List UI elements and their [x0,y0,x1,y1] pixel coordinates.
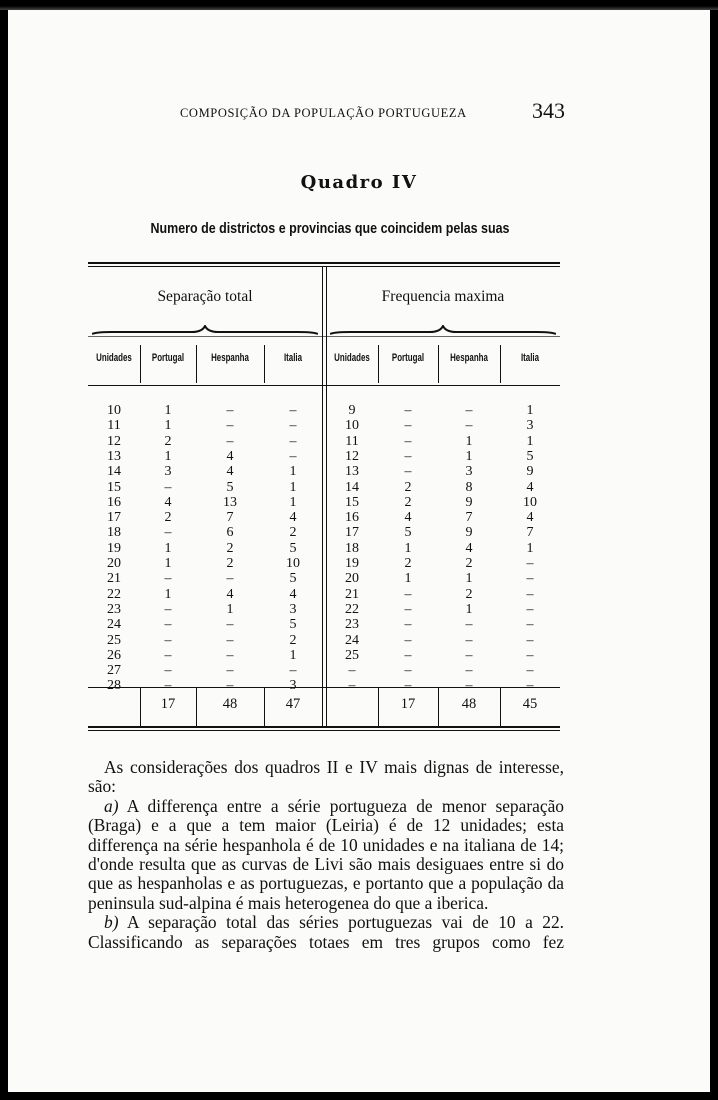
table-cell: 1 [164,403,172,418]
table-cell: – [465,403,473,418]
table-cell: 16 [107,494,121,510]
table-cell: 7 [526,525,534,541]
table-cell: – [348,663,356,679]
table-cell: 4 [526,510,534,526]
brace-separacao [92,325,318,335]
table-cell: – [164,525,172,541]
table-cell: – [164,601,172,617]
table-cell: – [404,448,412,464]
total-cell: 45 [522,696,538,712]
table-cell: 23 [107,601,121,617]
table-cell: 12 [345,448,359,464]
table-cell: 2 [404,494,412,510]
table-cell: 2 [465,556,473,571]
column-divider [264,345,265,383]
paragraph-text: A separação total das séries portuguezas vai de 10 a 22. Classificando as separações totaes em tres grupos como fez [88,912,564,952]
table-cell: 3 [164,464,172,480]
table-cell: 1 [226,601,234,617]
table-cell: 5 [289,617,297,633]
table-cell: 10 [523,494,537,510]
table-cell: 7 [465,510,473,526]
table-cell: 13 [223,494,237,510]
table-top-rule-thin [88,266,560,267]
table-top-rule [88,262,560,264]
table-cell: 23 [345,617,359,633]
running-head: COMPOSIÇÃO DA POPULAÇÃO PORTUGUEZA [180,106,467,120]
table-cell: 21 [345,586,359,602]
table-cell: – [526,632,534,648]
table-cell: 5 [289,540,297,556]
table-cell: 17 [345,525,359,541]
table-cell: – [526,663,534,679]
table-cell: – [404,418,412,434]
total-cell: 47 [285,696,301,712]
table-cell: – [226,418,234,434]
table-cell: – [226,632,234,648]
table-cell: 9 [465,525,473,541]
column-header: Portugal [151,352,185,364]
table-cell: 1 [526,433,534,449]
table-cell: 1 [465,571,473,587]
table-cell: – [404,586,412,602]
table-cell: – [465,418,473,434]
table-cell: 10 [286,556,300,571]
table-cell: – [226,617,234,633]
table-cell: 20 [345,571,359,587]
table-cell: 4 [404,510,412,526]
table-cell: 15 [107,479,121,495]
column-header: Unidades [96,352,132,364]
table-subtitle: Numero de districtos e provincias que coincidem pelas suas [150,221,510,237]
table-cell: 3 [526,418,534,434]
column-header: Hespanha [211,352,249,364]
table-cell: 24 [345,632,359,648]
table-cell: 13 [345,464,359,480]
column-header: Portugal [391,352,425,364]
table-cell: 27 [107,663,121,679]
item-marker: a) [104,795,119,816]
table-cell: 3 [289,678,297,694]
column-header-rule [88,385,560,386]
table-cell: 2 [226,540,234,556]
scan-border-left [0,0,8,1100]
table-cell: 10 [345,418,359,434]
paragraph: As considerações dos quadros II e IV mais dignas de interesse, são: [88,757,564,797]
paragraph-text: A differença entre a série portugueza de menor separação (Braga) e a que a tem maior (Leiria) é de 12 unidades; esta differença na série hespanhola é de 10 unidades e na italiana de 14; d'onde resulta que as curvas de Livi são mais desiguaes entre si do que as hespanholas e as portuguezas, e portanto que a população da peninsula sud-alpina é mais heterogenea do que a iberica. [88,795,564,913]
table-cell: 9 [348,403,356,418]
table-cell: 12 [107,433,121,449]
table-bottom-rule-thin [88,730,560,731]
table-cell: – [226,571,234,587]
column-header: Italia [520,352,540,364]
total-cell: 17 [400,696,416,712]
column-divider [500,345,501,383]
column-divider [378,345,379,383]
table-cell: – [164,617,172,633]
table-cell: 1 [526,403,534,418]
table-cell: 22 [345,601,359,617]
column-divider [196,345,197,383]
table-cell: 28 [107,678,121,694]
table-cell: 2 [465,586,473,602]
column-header: Italia [283,352,303,364]
table-cell: 9 [465,494,473,510]
group-header-separacao: Separação total [157,288,253,305]
table-cell: 1 [164,556,172,571]
table-cell: 8 [465,479,473,495]
table-cell: 1 [289,494,297,510]
group-divider-left [322,266,323,728]
table-cell: 14 [345,479,359,495]
paragraph [88,913,564,952]
table-cell: 19 [107,540,121,556]
table-cell: – [289,418,297,434]
table-cell: 26 [107,647,121,663]
table-cell: 25 [107,632,121,648]
table-cell: 7 [226,510,234,526]
table-cell: 1 [289,647,297,663]
table-cell: 1 [404,540,412,556]
total-cell: 17 [160,696,176,712]
table-cell: 17 [107,510,121,526]
column-divider [438,345,439,383]
page-number: 343 [532,98,565,123]
brace-frequencia [330,325,556,335]
table-cell: 4 [526,479,534,495]
table-cell: – [465,663,473,679]
table-cell: 2 [404,479,412,495]
table-cell: – [164,479,172,495]
table-cell: 1 [465,601,473,617]
table-cell: – [164,632,172,648]
table-cell: – [404,464,412,480]
scan-border-bottom [0,1092,718,1100]
table-cell: – [226,403,234,418]
table-cell: 13 [107,448,121,464]
paragraph [88,797,564,913]
table-cell: – [226,647,234,663]
table-cell: – [404,632,412,648]
table-cell: 1 [289,464,297,480]
table-cell: – [404,647,412,663]
table-cell: 20 [107,556,121,571]
table-cell: – [526,571,534,587]
table-cell: 2 [404,556,412,571]
table-cell: 5 [404,525,412,541]
table-cell: – [526,647,534,663]
table-cell: – [226,663,234,679]
group-header-rule [88,336,560,337]
table-cell: – [465,632,473,648]
table-cell: 3 [289,601,297,617]
table-cell: 4 [226,464,234,480]
table-bottom-rule [88,726,560,728]
table-cell: – [404,663,412,679]
table-cell: 1 [404,571,412,587]
table-cell: 1 [164,448,172,464]
table-cell: – [404,433,412,449]
total-cell: 48 [222,696,238,712]
group-header-frequencia: Frequencia maxima [381,288,505,305]
table-cell: – [289,448,297,464]
table-cell: 1 [164,540,172,556]
table-cell: 1 [465,433,473,449]
body-text [88,758,564,952]
table-cell: – [289,663,297,679]
table-cell: – [404,678,412,694]
table-cell: 5 [526,448,534,464]
table-cell: 1 [164,586,172,602]
column-divider [140,345,141,383]
table-cell: – [526,556,534,571]
table-cell: 10 [107,403,121,418]
table-cell: 14 [107,464,121,480]
table-cell: – [526,678,534,694]
table-cell: 4 [226,448,234,464]
table-cell: 11 [107,418,121,434]
table-cell: – [404,403,412,418]
table-cell: 1 [289,479,297,495]
table-cell: – [526,617,534,633]
table-cell: 4 [289,586,297,602]
table-cell: 9 [526,464,534,480]
table-cell: – [164,647,172,663]
table-cell: 16 [345,510,359,526]
table-cell: – [164,663,172,679]
table-cell: 4 [164,494,172,510]
table-cell: 15 [345,494,359,510]
table-title: Quadro IV [300,172,418,193]
table-cell: – [348,678,356,694]
table-cell: 2 [289,632,297,648]
table-cell: 1 [164,418,172,434]
table-cell: 4 [465,540,473,556]
table-cell: 18 [345,540,359,556]
table-cell: 6 [226,525,234,541]
table-cell: 5 [226,479,234,495]
table-cell: – [164,678,172,694]
table-cell: – [404,601,412,617]
table-cell: – [289,403,297,418]
table-cell: – [164,571,172,587]
table-cell: 25 [345,647,359,663]
table-cell: 2 [289,525,297,541]
table-cell: – [465,647,473,663]
table-cell: 18 [107,525,121,541]
total-cell: 48 [461,696,477,712]
table-cell: 19 [345,556,359,571]
scan-border-top [0,0,718,10]
table-cell: – [465,678,473,694]
table-cell: 1 [465,448,473,464]
table-cell: – [226,678,234,694]
table-cell: – [404,617,412,633]
table-cell: – [526,586,534,602]
table-cell: 1 [526,540,534,556]
table-cell: 11 [345,433,359,449]
table-cell: 2 [164,433,172,449]
table-cell: 5 [289,571,297,587]
column-header: Unidades [334,352,370,364]
item-marker: b) [104,912,119,933]
table-cell: 22 [107,586,121,602]
table-cell: – [289,433,297,449]
table-cell: – [226,433,234,449]
table-cell: 3 [465,464,473,480]
table-cell: – [526,601,534,617]
column-header: Hespanha [450,352,488,364]
table-cell: 4 [289,510,297,526]
table-cell: 24 [107,617,121,633]
table-cell: 4 [226,586,234,602]
table-cell: 21 [107,571,121,587]
table-cell: – [465,617,473,633]
table-cell: 2 [164,510,172,526]
scan-border-right [710,0,718,1100]
table-cell: 2 [226,556,234,571]
